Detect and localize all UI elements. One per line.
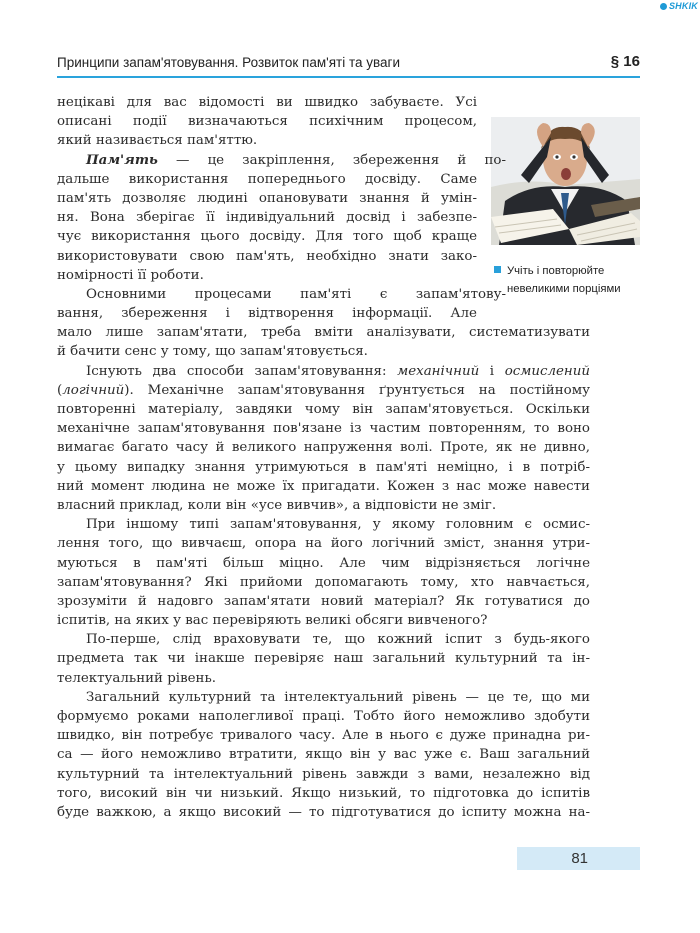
text-line: швидко, він потребує тривалого часу. Але в нього є дуже принадна ри-	[57, 728, 590, 744]
text-line: дальше використання попереднього досвіду. Саме	[57, 171, 477, 187]
text-line: власний приклад, коли він «усе вивчив», а відповісти не зміг.	[57, 497, 497, 513]
text-line: телектуальний рівень.	[57, 670, 217, 686]
text-line: вання, збереження і відтворення інформації. Але	[57, 306, 477, 322]
page-number-box	[517, 847, 640, 870]
logo-dot-icon	[660, 3, 667, 10]
definition-text: — це закріплення, збереження й по-	[157, 152, 506, 168]
text-line: са — його неможливо втратити, якщо він у вас уже є. Ваш загальний	[57, 747, 590, 763]
text-line: іспитів, на яких у вас перевіряють великі обсяги вивченого?	[57, 613, 488, 629]
text-line: ня. Вона зберігає її індивідуальний досвід і забезпе-	[57, 210, 477, 226]
main-text	[57, 93, 590, 822]
text-line: механічне запам'ятовування пов'язане із частим повторенням, то воно	[57, 421, 590, 437]
text-line: При іншому типі запам'ятовування, у якому головним є осмис-	[86, 517, 590, 533]
page-header	[57, 52, 640, 78]
text-line: використовувати свою пам'ять, необхідно знати зако-	[57, 248, 477, 264]
text-line: й бачити сенс у тому, що запам'ятовується.	[57, 344, 368, 360]
logo-text: SHKIK	[668, 1, 698, 11]
text-line: запам'ятовування? Які прийоми допомагають тому, хто навчається,	[57, 574, 590, 590]
text-line: описані події визначаються психічним процесом,	[57, 114, 477, 130]
definition-line	[57, 151, 506, 170]
term-meaningful: осмислений	[504, 363, 590, 379]
caption-text-1: Учіть і повторюйте	[507, 265, 605, 277]
chapter-title: Принципи запам'ятовування. Розвиток пам'яті та уваги	[57, 55, 401, 70]
text-line: пам'ять дозволяє людині опановувати знання й умін-	[57, 190, 477, 206]
text-line: буде важкою, а якщо високий — то підготуватися до іспиту можна на-	[57, 804, 590, 820]
text-line: повторенні матеріалу, завдяки чому він запам'ятовується. Оскільки	[57, 402, 590, 417]
text-line: Основними процесами пам'яті є запам'ятову-	[86, 286, 506, 302]
text-line: культурний та інтелектуальний рівень завжди з вами, незалежно від	[57, 766, 590, 782]
text-line: муються в пам'яті більш міцно. Але чим відрізняється логічне	[57, 555, 590, 571]
text-line: номірності її роботи.	[57, 267, 204, 283]
text-span: Існують два способи запам'ятовування:	[86, 363, 398, 379]
text-span: і	[479, 363, 505, 379]
term-mechanical: механічний	[397, 363, 480, 379]
text-line	[57, 381, 590, 400]
text-line: того, високий він чи низький. Якщо низький, то підготовка до іспитів	[57, 785, 590, 801]
text-line: По-перше, слід враховувати те, що кожний іспит з будь-якого	[86, 632, 590, 648]
text-span: (	[57, 382, 63, 398]
term-memory: Пам'ять	[86, 151, 158, 168]
text-line: предмета так чи інакше перевіряє наш загальний культурний та ін-	[57, 651, 590, 667]
text-line: ний момент людина не може їх пригадати. Кожен з нас може навести	[57, 478, 590, 494]
term-logical: логічний	[62, 382, 125, 398]
text-span: ). Механічне запам'ятовування ґрунтується на постійному	[124, 382, 590, 398]
section-number: § 16	[610, 53, 640, 70]
publisher-logo	[660, 1, 698, 11]
text-line: який називається пам'яттю.	[57, 133, 258, 149]
text-line: мало лише запам'ятати, треба вміти аналізувати, систематизувати	[57, 325, 590, 341]
text-line	[57, 362, 590, 381]
text-line: вимагає багато часу й великого напруження волі. Проте, як не дивно,	[57, 440, 590, 456]
text-line: формуємо роками наполегливої праці. Тобто його неможливо здобути	[57, 709, 590, 724]
caption-line-2: невеликими порціями	[507, 283, 621, 295]
text-line: лення того, що вивчаєш, опора на його логічний зміст, знання утри-	[57, 536, 590, 552]
text-line: у цьому випадку знання утримуються в пам'яті неміцно, і в потріб-	[57, 459, 590, 475]
text-line: Загальний культурний та інтелектуальний рівень — це те, що ми	[86, 689, 590, 705]
text-line: нецікаві для вас відомості ви швидко забуваєте. Усі	[57, 95, 477, 110]
text-line: чує використання цього досвіду. Для того щоб краще	[57, 229, 477, 245]
page-number: 81	[571, 850, 588, 867]
text-line: зрозуміти й надовго запам'ятати новий матеріал? Як готуватися до	[57, 593, 590, 609]
